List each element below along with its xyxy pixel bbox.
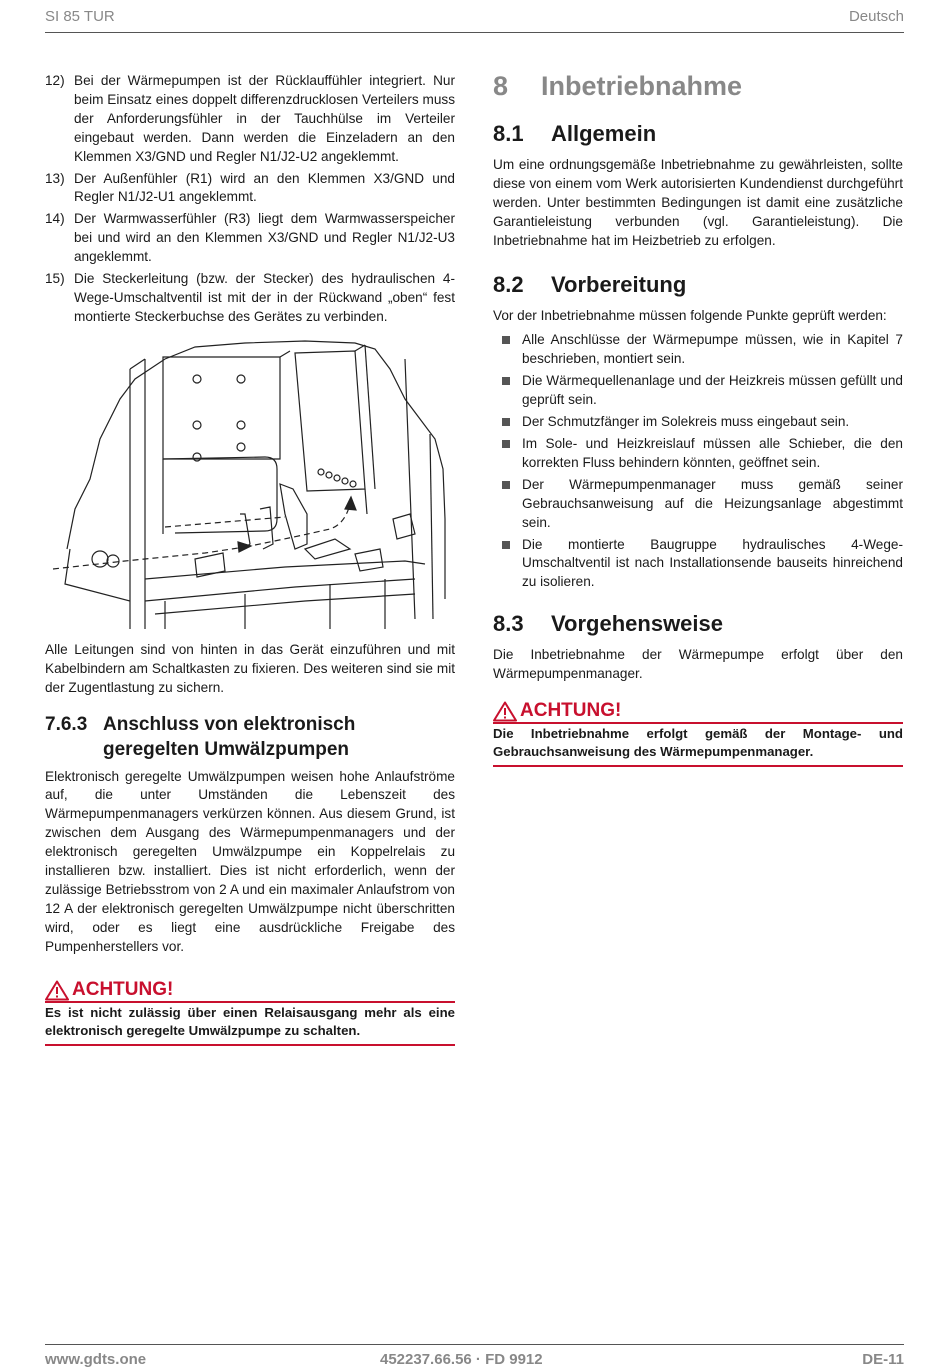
- left-column: [45, 72, 455, 1046]
- square-bullet-icon: [502, 440, 510, 448]
- section-8-3-text: Die Inbetriebnahme der Wärmepumpe erfolgt über den Wärmepumpenmanager.: [493, 647, 903, 682]
- square-bullet-icon: [502, 418, 510, 426]
- warning-text: Es ist nicht zulässig über einen Relaisausgang mehr als eine elektronisch geregelte Umwälzpumpe zu schalten.: [45, 1003, 455, 1046]
- warning-text: Die Inbetriebnahme erfolgt gemäß der Montage- und Gebrauchsanweisung des Wärmepumpenmanager.: [493, 724, 903, 767]
- section-8-1-text: Um eine ordnungsgemäße Inbetriebnahme zu gewährleisten, sollte diese von einem vom Werk autorisierten Kundendienst durchgeführt werden. Unter bestimmten Bedingungen ist damit eine zusätzliche Garantieleistung verbunden (vgl. Garantieleistung). Die Inbetriebnahme hat im Heizbetrieb zu erfolgen.: [493, 157, 903, 248]
- chapter-8-heading: 8 Inbetriebnahme: [493, 71, 743, 101]
- list-item: Der Schmutzfänger im Solekreis muss eingebaut sein.: [493, 413, 903, 432]
- page-footer: [45, 1344, 904, 1371]
- warning-title: ACHTUNG!: [493, 700, 903, 724]
- warning-triangle-icon: [45, 980, 69, 1001]
- footer-website-link[interactable]: www.gdts.one: [45, 1351, 147, 1368]
- square-bullet-icon: [502, 377, 510, 385]
- right-column: [493, 70, 903, 767]
- list-item: Der Wärmepumpenmanager muss gemäß seiner Gebrauchsanweisung auf die Heizungsanlage abgestimmt sein.: [493, 476, 903, 533]
- list-item: Die montierte Baugruppe hydraulisches 4-Wege-Umschaltventil ist nach Installationsende bauseits hinreichend zu isolieren.: [493, 536, 903, 593]
- list-item: 12) Bei der Wärmepumpen ist der Rücklauffühler integriert. Nur beim Einsatz eines doppelt differenzdrucklosen Verteilers muss der Anforderungsfühler in der Tauchhülse im Verteiler eingebaut werden. Dann werden die Einzeladern an den Klemmen X3/GND und Regler N1/J2-U2 angeklemmt.: [45, 73, 455, 164]
- list-item: Alle Anschlüsse der Wärmepumpe müssen, wie in Kapitel 7 beschrieben, montiert sein.: [493, 331, 903, 369]
- list-item: 14) Der Warmwasserfühler (R3) liegt dem Warmwasserspeicher bei und wird an den Klemmen X3/GND und Regler N1/J2-U3 angeklemmt.: [45, 211, 455, 265]
- list-item: Die Wärmequellenanlage und der Heizkreis müssen gefüllt und geprüft sein.: [493, 372, 903, 410]
- list-item: 13) Der Außenfühler (R1) wird an den Klemmen X3/GND und Regler N1/J2-U1 angeklemmt.: [45, 170, 455, 205]
- warning-title: ACHTUNG!: [45, 979, 455, 1003]
- preparation-checklist: [493, 331, 903, 592]
- section-8-1-heading: 8.1 Allgemein: [493, 121, 657, 146]
- header-language: Deutsch: [848, 8, 904, 25]
- footer-page-number: DE-11: [862, 1351, 904, 1368]
- footer-doc-number: 452237.66.56 · FD 9912: [380, 1351, 543, 1368]
- square-bullet-icon: [502, 541, 510, 549]
- section-8-3-heading: 8.3 Vorgehensweise: [493, 611, 723, 637]
- list-item: 15) Die Steckerleitung (bzw. der Stecker) des hydraulischen 4-Wege-Umschaltventil ist mit der in der Rückwand „oben“ fest montierte Steckerbuchse des Gerätes zu verbinden.: [45, 271, 455, 324]
- section-7-6-3-heading: 7.6.3 Anschluss von elektronisch geregelten Umwälzpumpen: [45, 713, 356, 760]
- warning-box-left: [45, 979, 455, 1046]
- cable-routing-illustration: [45, 339, 455, 631]
- section-8-2-intro: Vor der Inbetriebnahme müssen folgende Punkte geprüft werden:: [493, 307, 887, 323]
- list-item: Im Sole- und Heizkreislauf müssen alle Schieber, die den korrekten Fluss behindern könnten, geöffnet sein.: [493, 435, 903, 473]
- warning-triangle-icon: [493, 701, 517, 722]
- page-header: [45, 6, 904, 33]
- square-bullet-icon: [502, 336, 510, 344]
- section-7-6-3-text: Elektronisch geregelte Umwälzpumpen weisen hohe Anlaufströme auf, die unter Umständen die Lebenszeit des Wärmepumpenmanagers verkürzen können. Aus diesem Grund, ist zwischen dem Ausgang des Wärmepumpenmanagers und der elektronisch geregelten Umwälzpumpe ein Koppelrelais zu installieren bzw. installiert. Dies ist nicht erforderlich, wenn der zulässige Betriebsstrom von 2 A und ein maximaler Anlaufstrom von 12 A der elektronisch geregelten Umwälzpumpe nicht überschritten wird, oder es liegt eine ausdrückliche Freigabe des Pumpenherstellers vor.: [45, 768, 455, 954]
- connection-steps-list: [45, 72, 455, 327]
- section-8-2-heading: 8.2 Vorbereitung: [493, 271, 687, 297]
- cable-routing-text: Alle Leitungen sind von hinten in das Gerät einzuführen und mit Kabelbindern am Schaltkasten zu fixieren. Des weiteren sind sie mit der Zugentlastung zu sichern.: [45, 641, 455, 695]
- warning-box-right: [493, 700, 903, 767]
- square-bullet-icon: [502, 481, 510, 489]
- header-model: SI 85 TUR: [45, 8, 115, 25]
